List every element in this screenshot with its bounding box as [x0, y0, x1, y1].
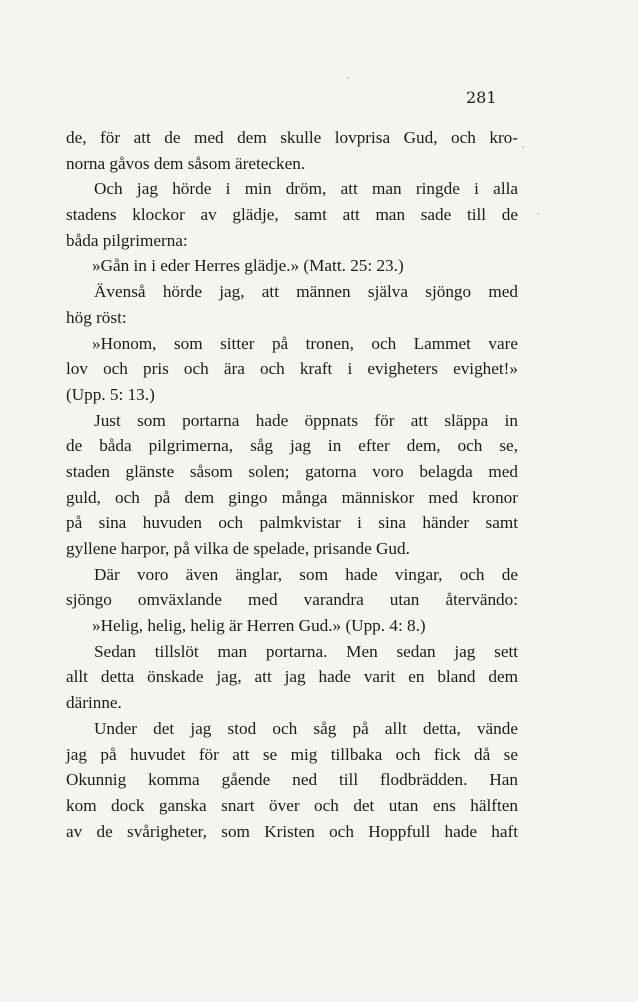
- text-line: gyllene harpor, på vilka de spelade, prisande Gud.: [66, 539, 410, 558]
- text-line: sjöngo omväxlande med varandra utan återvändo:: [66, 590, 518, 610]
- text-line: Ävenså hörde jag, att männen själva sjöngo med: [94, 282, 518, 302]
- text-line: »Honom, som sitter på tronen, och Lammet vare: [92, 333, 518, 353]
- text-line: de, för att de med dem skulle lovprisa Gud, och kro-: [66, 128, 518, 147]
- text-line: båda pilgrimerna:: [66, 230, 188, 250]
- text-line: stadens klockor av glädje, samt att man sade till de: [66, 205, 518, 225]
- text-line: »Helig, helig, helig är Herren Gud.» (Upp. 4: 8.): [92, 616, 426, 636]
- text-line: Sedan tillslöt man portarna. Men sedan jag sett: [94, 641, 518, 661]
- text-line: de båda pilgrimerna, såg jag in efter dem, och se,: [66, 436, 518, 456]
- text-line: staden glänste såsom solen; gatorna voro belagda med: [66, 461, 518, 481]
- text-line: hög röst:: [66, 307, 127, 327]
- text-line: Just som portarna hade öppnats för att släppa in: [94, 410, 518, 430]
- text-line: »Gån in i eder Herres glädje.» (Matt. 25: 23.): [92, 256, 404, 276]
- paper-speck: [347, 77, 349, 79]
- text-line: Under det jag stod och såg på allt detta, vände: [94, 718, 518, 738]
- paper-speck: [522, 146, 524, 148]
- paper-speck: [537, 213, 539, 215]
- text-line: (Upp. 5: 13.): [66, 384, 155, 404]
- body-text: [66, 125, 518, 844]
- text-line: av de svårigheter, som Kristen och Hoppfull hade haft: [66, 821, 518, 841]
- text-line: lov och pris och ära och kraft i evigheters evighet!»: [66, 359, 518, 379]
- text-line: på sina huvuden och palmkvistar i sina händer samt: [66, 513, 518, 533]
- text-line: Okunnig komma gående ned till flodbrädden. Han: [66, 770, 518, 790]
- text-line: därinne.: [66, 693, 122, 713]
- text-line: norna gåvos dem såsom äretecken.: [66, 153, 306, 173]
- text-line: guld, och på dem gingo många människor med kronor: [66, 487, 518, 507]
- text-line: allt detta önskade jag, att jag hade varit en bland dem: [66, 667, 518, 687]
- text-line: kom dock ganska snart över och det utan ens hälften: [66, 795, 518, 815]
- text-line: Där voro även änglar, som hade vingar, och de: [94, 564, 518, 584]
- page-number: 281: [466, 88, 497, 107]
- text-line: Och jag hörde i min dröm, att man ringde i alla: [94, 179, 518, 199]
- text-line: jag på huvudet för att se mig tillbaka och fick då se: [66, 744, 518, 764]
